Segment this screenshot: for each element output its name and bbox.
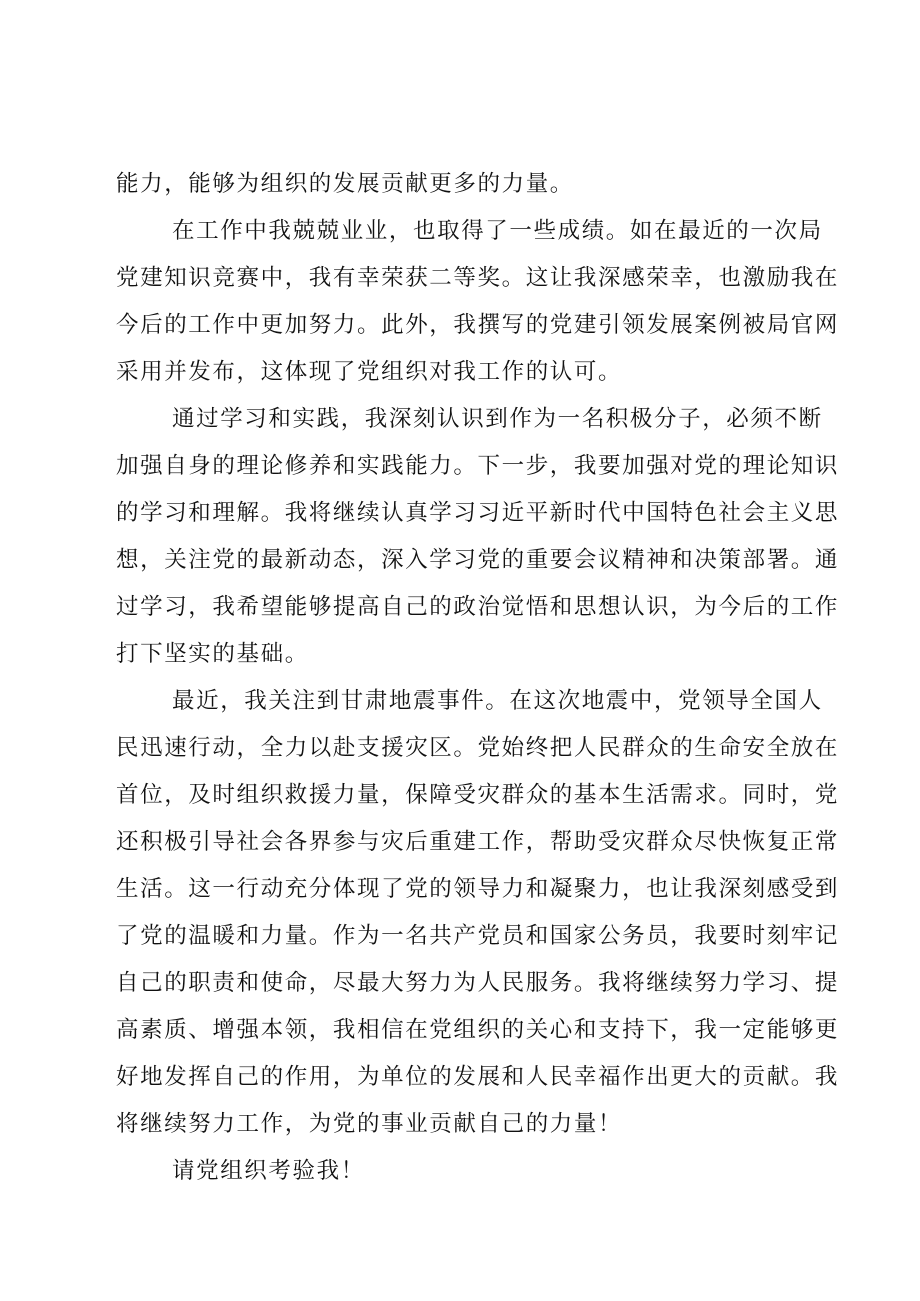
text-line: 想，关注党的最新动态，深入学习党的重要会议精神和决策部署。通 [116, 547, 840, 573]
document-body [116, 161, 840, 1195]
paragraph-5 [116, 1148, 806, 1195]
paragraph-4 [116, 678, 840, 1148]
text-line: 打下坚实的基础。 [116, 641, 309, 667]
text-line: 在工作中我兢兢业业，也取得了一些成绩。如在最近的一次局 [172, 218, 823, 244]
text-line: 生活。这一行动充分体现了党的领导力和凝聚力，也让我深刻感受到 [116, 876, 840, 902]
text-line: 的学习和理解。我将继续认真学习习近平新时代中国特色社会主义思 [116, 500, 840, 526]
text-line: 能力，能够为组织的发展贡献更多的力量。 [116, 171, 574, 197]
text-line: 请党组织考验我！ [172, 1158, 365, 1184]
text-line: 首位，及时组织救援力量，保障受灾群众的基本生活需求。同时，党 [116, 782, 840, 808]
paragraph-1 [116, 161, 806, 208]
paragraph-2 [116, 208, 840, 396]
text-line: 通过学习和实践，我深刻认识到作为一名积极分子，必须不断 [172, 406, 823, 432]
paragraph-3 [116, 396, 840, 678]
text-line: 高素质、增强本领，我相信在党组织的关心和支持下，我一定能够更 [116, 1017, 840, 1043]
text-line: 民迅速行动，全力以赴支援灾区。党始终把人民群众的生命安全放在 [116, 735, 840, 761]
text-line: 了党的温暖和力量。作为一名共产党员和国家公务员，我要时刻牢记 [116, 923, 840, 949]
text-line: 今后的工作中更加努力。此外，我撰写的党建引领发展案例被局官网 [116, 312, 840, 338]
text-line: 过学习，我希望能够提高自己的政治觉悟和思想认识，为今后的工作 [116, 594, 840, 620]
text-line: 加强自身的理论修养和实践能力。下一步，我要加强对党的理论知识 [116, 453, 840, 479]
text-line: 好地发挥自己的作用，为单位的发展和人民幸福作出更大的贡献。我 [116, 1064, 840, 1090]
text-line: 自己的职责和使命，尽最大努力为人民服务。我将继续努力学习、提 [116, 970, 840, 996]
text-line: 最近，我关注到甘肃地震事件。在这次地震中，党领导全国人 [172, 688, 823, 714]
text-line: 党建知识竞赛中，我有幸荣获二等奖。这让我深感荣幸，也激励我在 [116, 265, 840, 291]
text-line: 还积极引导社会各界参与灾后重建工作，帮助受灾群众尽快恢复正常 [116, 829, 840, 855]
text-line: 采用并发布，这体现了党组织对我工作的认可。 [116, 359, 623, 385]
text-line: 将继续努力工作，为党的事业贡献自己的力量！ [116, 1111, 623, 1137]
